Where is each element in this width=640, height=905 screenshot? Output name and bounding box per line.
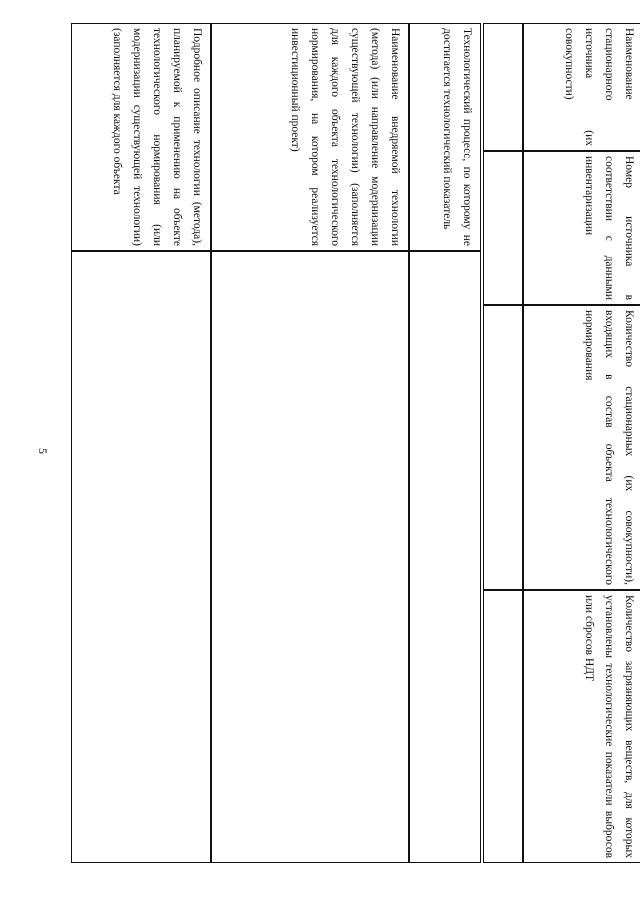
header-sources-count-cell: Количество стационарных (их совокупности), входящих в состав объекта технологического нормирования <box>523 305 640 590</box>
header-pollutants-count-cell: Количество загрязняющих веществ, для которых установлены технологические показатели выбросов или сбросов НДТ <box>523 590 640 863</box>
header-empty-cell-4 <box>483 590 523 863</box>
header-source-number-cell: Номер источника в соответствии с данными инвентаризации <box>523 151 640 305</box>
technology-label-cell: Наименование внедряемой технологии (метода) (или направление модернизации существующей технологии) (заполняется для каждого объекта технологического нормирования, на котором реализуется инвестиционный проект) <box>211 23 409 251</box>
description-value-cell <box>71 251 211 863</box>
page-number: 5 <box>36 448 50 454</box>
process-value-cell <box>409 251 481 863</box>
header-empty-cell-2 <box>483 151 523 305</box>
technology-value-cell <box>211 251 409 863</box>
rotated-form-sheet <box>71 23 640 863</box>
header-empty-cell-1 <box>483 23 523 151</box>
header-source-name-cell: Наименование стационарного источника (их совокупности) <box>523 23 640 151</box>
header-empty-cell-3 <box>483 305 523 590</box>
process-label-cell: Технологический процесс, по которому не достигается технологический показатель <box>409 23 481 251</box>
description-label-cell: Подробное описание технологии (метода), планируемой к применению на объекте технологического нормирования (или модернизации существующей технологии) (заполняется для каждого объекта <box>71 23 211 251</box>
